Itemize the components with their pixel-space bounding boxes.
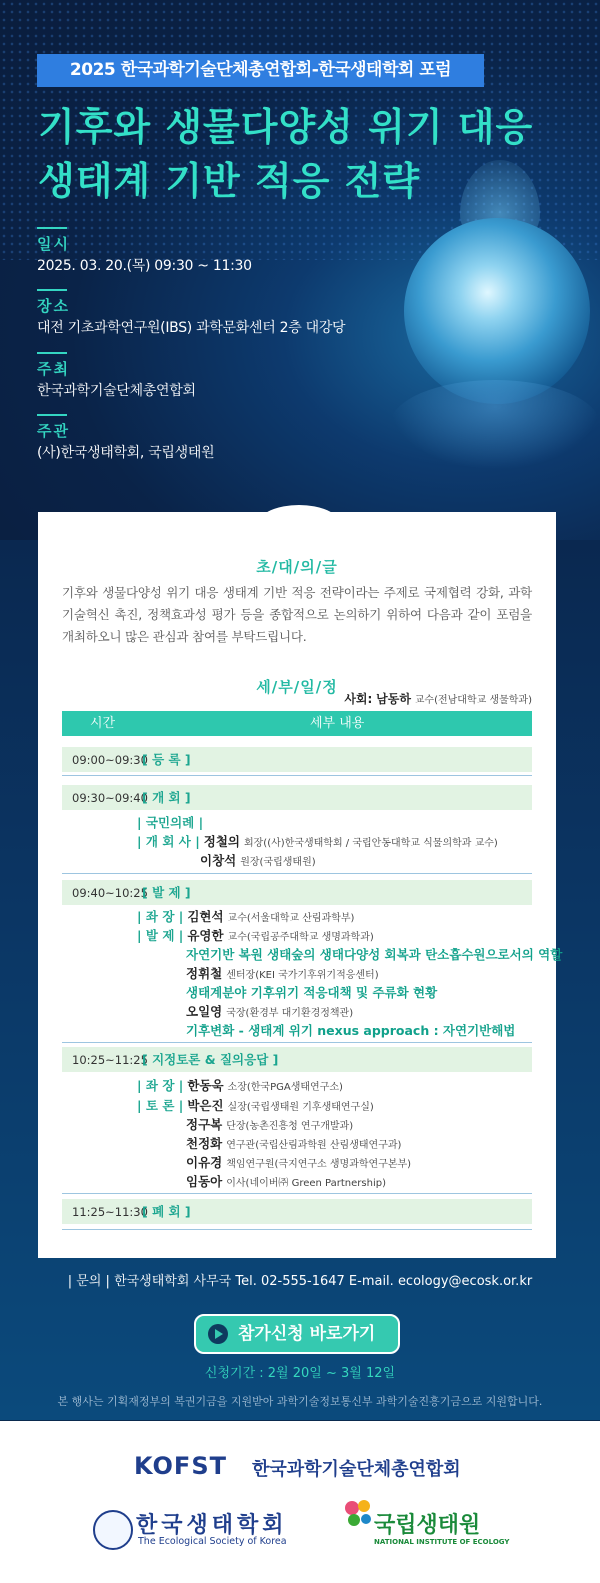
nie-leaf-icon <box>340 1496 376 1532</box>
table-row: 09:30~09:40 [ 개 회 ] <box>62 785 532 810</box>
invitation-text: 기후와 생물다양성 위기 대응 생태계 기반 적응 전략이라는 주제로 국제협력 강화, 과학기술혁신 촉진, 정책효과성 평가 등을 종합적으로 논의하기 위하여 다음과 같이 포럼을 개최하오니 많은 관심과 참여를 부탁드립니다. <box>62 585 532 644</box>
talk-chair: | 좌 장 | 김현석 교수(서울대학교 산림과학부) <box>137 909 355 924</box>
nie-name: 국립생태원 <box>374 1513 481 1538</box>
panelist: 임동아 이사(네이버㈜ Green Partnership) <box>186 1174 386 1189</box>
kofst-name: 한국과학기술단체총연합회 <box>252 1459 461 1480</box>
panelist: 정구복 단장(농촌진흥청 연구개발과) <box>186 1117 354 1132</box>
support-note: 본 행사는 기획재정부의 복권기금을 지원받아 과학기술정보통신부 과학기술진흥기금으로 지원합니다. <box>57 1395 543 1408</box>
opening-speaker-1: | 개 회 사 | 정철의 회장((사)한국생태학회 / 국립안동대학교 식물의학과 교수) <box>137 834 498 849</box>
apply-period: 신청기간 : 2월 20일 ~ 3월 12일 <box>204 1366 396 1381</box>
esk-english-name: The Ecological Society of Korea <box>138 1536 287 1547</box>
table-row: 09:00~09:30 [ 등 록 ] <box>62 747 532 772</box>
play-icon <box>208 1324 228 1344</box>
hands-graphic <box>390 380 600 470</box>
presenter-3: 오일영 국장(환경부 대기환경정책관) <box>186 1004 354 1019</box>
presenter-1-topic: 자연기반 복원 생태숲의 생태다양성 회복과 탄소흡수원으로서의 역할 <box>186 947 563 962</box>
opening-ceremony: | 국민의례 | <box>137 815 204 830</box>
invitation-heading: 초/대/의/글 <box>256 558 338 576</box>
panelist: 이유경 책임연구원(극지연구소 생명과학연구본부) <box>186 1155 412 1170</box>
title-line-2: 생태계 기반 적응 전략 <box>38 159 421 203</box>
info-host: 주관 (사)한국생태학회, 국립생태원 <box>37 414 214 463</box>
presenter-2: 정휘철 센터장(KEI 국가기후위기적응센터) <box>186 966 379 981</box>
kofst-logo: KOFST <box>134 1452 227 1480</box>
footer <box>0 1421 600 1583</box>
moderator: 사회: 남동하 교수(전남대학교 생물학과) <box>344 692 532 706</box>
discussion-chair: | 좌 장 | 한동욱 소장(한국PGA생태연구소) <box>137 1078 343 1093</box>
info-venue: 장소 대전 기초과학연구원(IBS) 과학문화센터 2층 대강당 <box>37 289 345 338</box>
presenter-2-topic: 생태계분야 기후위기 적응대책 및 주류화 현황 <box>186 985 438 1000</box>
table-row: 11:25~11:30 [ 폐 회 ] <box>62 1199 532 1224</box>
schedule-heading: 세/부/일/정 <box>256 678 338 696</box>
presenter-3-topic: 기후변화 - 생태계 위기 nexus approach : 자연기반해법 <box>186 1023 516 1038</box>
info-organizer: 주최 한국과학기술단체총연합회 <box>37 352 196 401</box>
info-date: 일시 2025. 03. 20.(목) 09:30 ~ 11:30 <box>37 227 252 276</box>
schedule-table-header: 시간 세부 내용 <box>62 711 532 736</box>
forum-badge: 2025 한국과학기술단체총연합회-한국생태학회 포럼 <box>37 54 484 87</box>
esk-name: 한국생태학회 <box>136 1513 288 1538</box>
nie-english-name: NATIONAL INSTITUTE OF ECOLOGY <box>374 1538 510 1546</box>
panelist: 천정화 연구관(국립산림과학원 산림생태연구과) <box>186 1136 402 1151</box>
title-line-1: 기후와 생물다양성 위기 대응 <box>38 105 534 149</box>
table-row: 10:25~11:25 [ 지정토론 & 질의응답 ] <box>62 1047 532 1072</box>
contact-info: | 문의 | 한국생태학회 사무국 Tel. 02-555-1647 E-mail. ecology@ecosk.or.kr <box>67 1274 533 1289</box>
globe-graphic <box>404 218 590 404</box>
presenter-1: | 발 제 | 유영한 교수(국립공주대학교 생명과학과) <box>137 928 374 943</box>
event-title <box>38 100 533 208</box>
esk-seal-icon <box>93 1510 133 1550</box>
opening-speaker-2: 이창석 원장(국립생태원) <box>200 853 316 868</box>
panelist: | 토 론 | 박은진 실장(국립생태원 기후생태연구실) <box>137 1098 374 1113</box>
table-row: 09:40~10:25 [ 발 제 ] <box>62 880 532 905</box>
apply-button[interactable]: 참가신청 바로가기 <box>194 1314 400 1354</box>
